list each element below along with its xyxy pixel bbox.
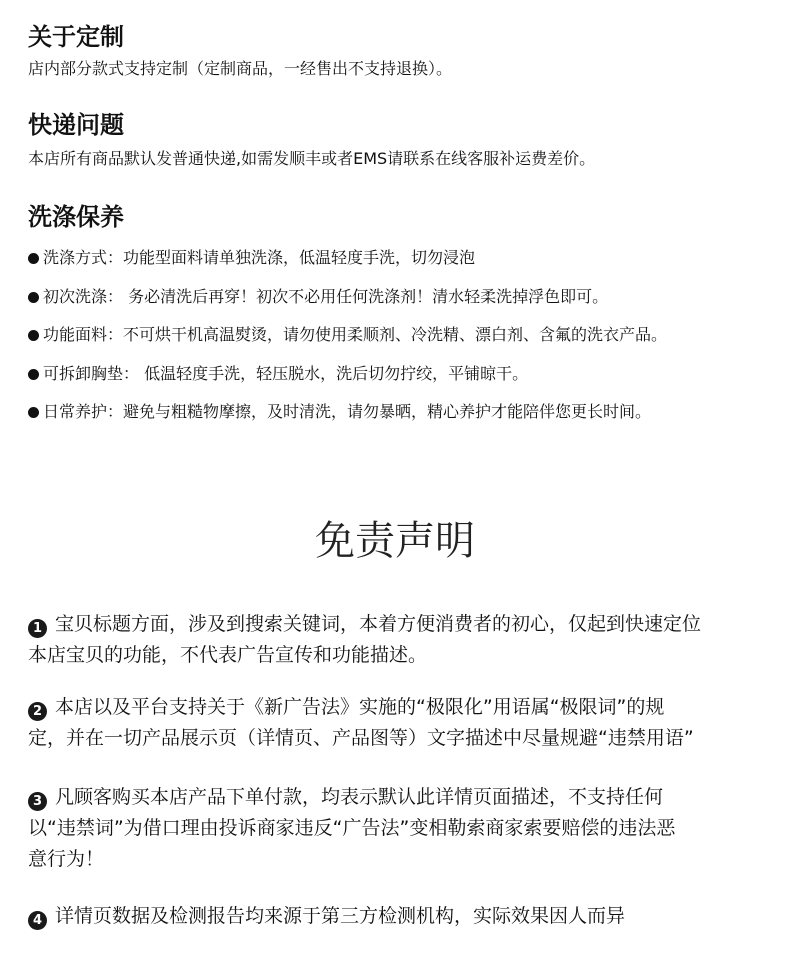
disclaimer-item-3	[28, 782, 770, 875]
bullet-icon	[28, 292, 39, 303]
care-item	[28, 363, 528, 385]
care-item	[28, 286, 608, 308]
number-1-icon: 1	[28, 619, 47, 638]
disclaimer-line: 意行为！	[28, 848, 105, 870]
disclaimer-item-2	[28, 692, 770, 754]
custom-text: 店内部分款式支持定制（定制商品，一经售出不支持退换）。	[28, 59, 453, 78]
care-item	[28, 324, 667, 346]
number-3-icon: 3	[28, 792, 47, 811]
care-title: 洗涤保养	[28, 203, 124, 231]
bullet-icon	[28, 330, 39, 341]
bullet-icon	[28, 369, 39, 380]
disclaimer-item-4	[28, 901, 770, 932]
care-item-text: 可拆卸胸垫： 低温轻度手洗，轻压脱水，洗后切勿拧绞，平铺晾干。	[43, 364, 529, 383]
shipping-section	[28, 110, 770, 170]
custom-section	[28, 22, 770, 80]
disclaimer-line: 1 宝贝标题方面，涉及到搜索关键词，本着方便消费者的初心，仅起到快速定位	[28, 609, 770, 640]
care-item	[28, 247, 475, 269]
bullet-icon	[28, 253, 39, 264]
disclaimer-line: 4 详情页数据及检测报告均来源于第三方检测机构，实际效果因人而异	[28, 901, 770, 932]
custom-title: 关于定制	[28, 23, 124, 51]
number-2-icon: 2	[28, 702, 47, 721]
shipping-text: 本店所有商品默认发普通快递,如需发顺丰或者EMS请联系在线客服补运费差价。	[28, 149, 596, 168]
disclaimer-line: 3 凡顾客购买本店产品下单付款，均表示默认此详情页面描述，不支持任何	[28, 782, 770, 813]
disclaimer-line: 以“违禁词”为借口理由投诉商家违反“广告法”变相勒索商家索要赔偿的违法恶	[28, 817, 676, 839]
care-item-text: 日常养护：避免与粗糙物摩擦，及时清洗，请勿暴晒，精心养护才能陪伴您更长时间。	[43, 402, 652, 421]
care-item-text: 洗涤方式：功能型面料请单独洗涤，低温轻度手洗，切勿浸泡	[43, 248, 476, 267]
disclaimer-item-1	[28, 609, 770, 671]
disclaimer-line: 本店宝贝的功能，不代表广告宣传和功能描述。	[28, 644, 428, 666]
shipping-title: 快递问题	[28, 111, 124, 139]
disclaimer-title: 免责声明	[315, 518, 475, 564]
disclaimer-line: 定，并在一切产品展示页（详情页、产品图等）文字描述中尽量规避“违禁用语”	[28, 727, 694, 749]
bullet-icon	[28, 407, 39, 418]
number-4-icon: 4	[28, 911, 47, 930]
care-item-text: 初次洗涤： 务必清洗后再穿！初次不必用任何洗涤剂！清水轻柔洗掉浮色即可。	[43, 287, 609, 306]
care-section	[28, 202, 770, 432]
disclaimer-line: 2 本店以及平台支持关于《新广告法》实施的“极限化”用语属“极限词”的规	[28, 692, 770, 723]
care-item-text: 功能面料：不可烘干机高温熨烫，请勿使用柔顺剂、冷洗精、漂白剂、含氟的洗衣产品。	[43, 325, 668, 344]
care-item	[28, 401, 651, 423]
